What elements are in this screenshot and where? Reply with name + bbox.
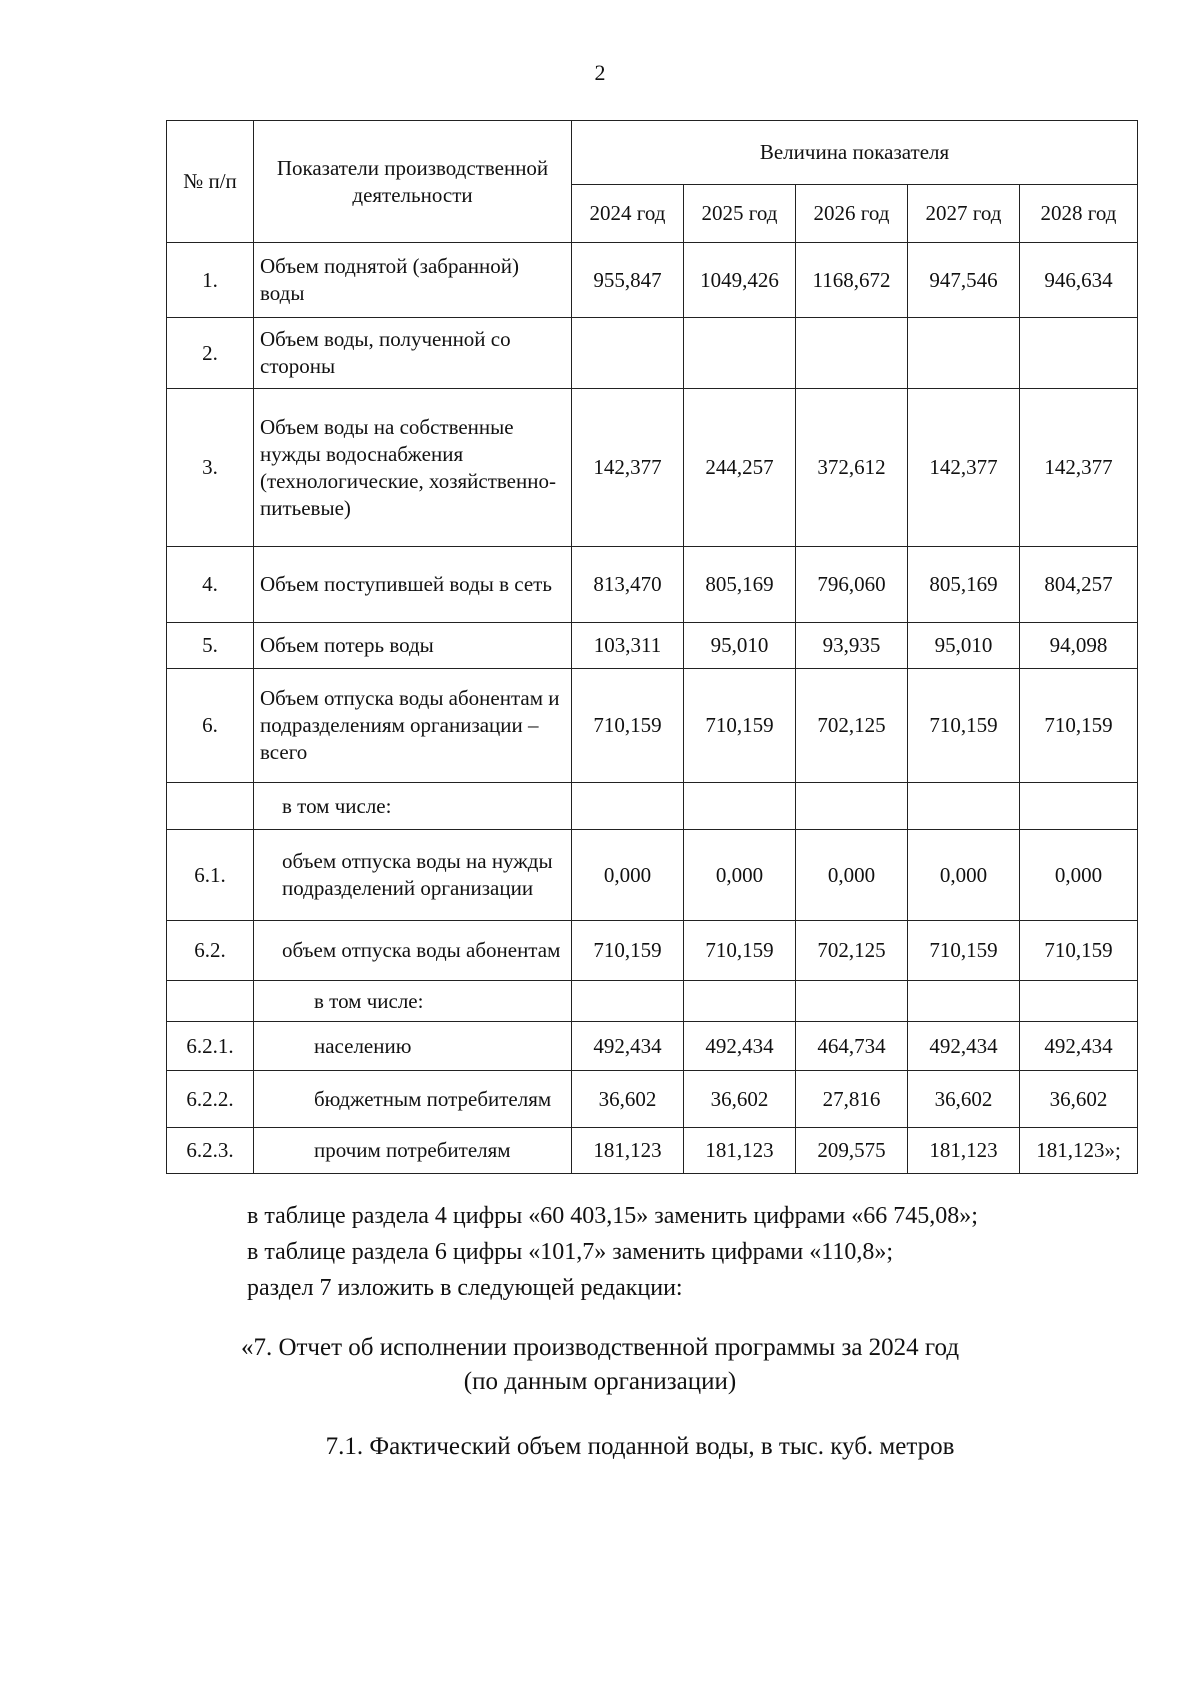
row-value-2027 (908, 981, 1020, 1022)
table-row (167, 389, 1138, 547)
row-value-2024: 142,377 (572, 389, 684, 547)
row-indicator: Объем поднятой (забранной) воды (254, 243, 572, 318)
row-value-2027: 181,123 (908, 1128, 1020, 1174)
row-value-2025 (684, 318, 796, 389)
header-year-2025: 2025 год (684, 185, 796, 243)
row-value-2027: 947,546 (908, 243, 1020, 318)
row-value-2027: 36,602 (908, 1071, 1020, 1128)
section-7-heading (0, 1331, 1200, 1399)
row-value-2027: 142,377 (908, 389, 1020, 547)
row-value-2026: 0,000 (796, 830, 908, 921)
row-number: 4. (167, 547, 254, 623)
row-value-2025: 710,159 (684, 921, 796, 981)
row-number: 2. (167, 318, 254, 389)
table-row (167, 981, 1138, 1022)
row-value-2025 (684, 783, 796, 830)
table-row (167, 1128, 1138, 1174)
row-value-2024: 955,847 (572, 243, 684, 318)
row-value-2024: 492,434 (572, 1022, 684, 1071)
row-value-2027: 492,434 (908, 1022, 1020, 1071)
row-value-2026: 1168,672 (796, 243, 908, 318)
row-value-2025: 1049,426 (684, 243, 796, 318)
row-value-2028: 946,634 (1020, 243, 1138, 318)
subsection-heading-text: 7.1. Фактический объем поданной воды, в тыс. куб. метров (325, 1433, 955, 1460)
row-value-2025: 805,169 (684, 547, 796, 623)
row-value-2026: 796,060 (796, 547, 908, 623)
row-number: 6.2. (167, 921, 254, 981)
row-number: 1. (167, 243, 254, 318)
row-value-2027: 0,000 (908, 830, 1020, 921)
row-value-2028: 0,000 (1020, 830, 1138, 921)
row-value-2025: 181,123 (684, 1128, 796, 1174)
table-row (167, 921, 1138, 981)
row-indicator: бюджетным потребителям (254, 1071, 572, 1128)
row-indicator: прочим потребителям (254, 1128, 572, 1174)
row-value-2025: 0,000 (684, 830, 796, 921)
row-value-2024: 710,159 (572, 669, 684, 783)
row-value-2026 (796, 981, 908, 1022)
row-value-2028: 710,159 (1020, 921, 1138, 981)
row-indicator: населению (254, 1022, 572, 1071)
row-value-2024 (572, 318, 684, 389)
table-row (167, 830, 1138, 921)
row-value-2024: 36,602 (572, 1071, 684, 1128)
production-indicators-table (166, 120, 1138, 1174)
header-number: № п/п (167, 121, 254, 243)
row-value-2026 (796, 318, 908, 389)
row-value-2025: 710,159 (684, 669, 796, 783)
amendment-line-section-7: раздел 7 изложить в следующей редакции: (247, 1275, 683, 1301)
row-value-2027 (908, 783, 1020, 830)
row-value-2027: 805,169 (908, 547, 1020, 623)
row-value-2026: 27,816 (796, 1071, 908, 1128)
table-row (167, 547, 1138, 623)
row-value-2026: 93,935 (796, 623, 908, 669)
row-number: 6.2.3. (167, 1128, 254, 1174)
row-value-2026: 464,734 (796, 1022, 908, 1071)
row-value-2024: 710,159 (572, 921, 684, 981)
row-value-2028: 804,257 (1020, 547, 1138, 623)
row-value-2026 (796, 783, 908, 830)
row-indicator: в том числе: (254, 783, 572, 830)
table-row (167, 318, 1138, 389)
page-number: 2 (594, 60, 606, 85)
row-number: 6.1. (167, 830, 254, 921)
row-value-2027: 710,159 (908, 921, 1020, 981)
row-number: 6. (167, 669, 254, 783)
table-row (167, 623, 1138, 669)
row-number: 6.2.1. (167, 1022, 254, 1071)
table-row (167, 669, 1138, 783)
row-value-2024 (572, 981, 684, 1022)
table-row (167, 1071, 1138, 1128)
row-value-2028: 94,098 (1020, 623, 1138, 669)
row-value-2024: 181,123 (572, 1128, 684, 1174)
row-value-2025: 36,602 (684, 1071, 796, 1128)
amendment-line-section-6: в таблице раздела 6 цифры «101,7» заменить цифрами «110,8»; (247, 1239, 894, 1265)
row-value-2028: 142,377 (1020, 389, 1138, 547)
row-value-2025: 492,434 (684, 1022, 796, 1071)
row-number: 3. (167, 389, 254, 547)
row-value-2026: 372,612 (796, 389, 908, 547)
table-row (167, 243, 1138, 318)
row-value-2028: 181,123»; (1020, 1128, 1138, 1174)
row-indicator: объем отпуска воды на нужды подразделений организации (254, 830, 572, 921)
row-indicator: Объем воды на собственные нужды водоснабжения (технологические, хозяйственно-питьевые) (254, 389, 572, 547)
row-value-2028: 492,434 (1020, 1022, 1138, 1071)
row-indicator: Объем потерь воды (254, 623, 572, 669)
row-value-2024: 103,311 (572, 623, 684, 669)
row-number (167, 981, 254, 1022)
row-value-2026: 209,575 (796, 1128, 908, 1174)
row-value-2028 (1020, 318, 1138, 389)
header-year-2028: 2028 год (1020, 185, 1138, 243)
row-value-2024: 813,470 (572, 547, 684, 623)
row-value-2028 (1020, 981, 1138, 1022)
header-year-2027: 2027 год (908, 185, 1020, 243)
row-indicator: Объем воды, полученной со стороны (254, 318, 572, 389)
section-heading-line-2: (по данным организации) (463, 1368, 737, 1395)
header-indicator: Показатели производственной деятельности (254, 121, 572, 243)
row-value-2024: 0,000 (572, 830, 684, 921)
table-row (167, 783, 1138, 830)
row-value-2024 (572, 783, 684, 830)
amendment-text (247, 1198, 978, 1306)
row-value-2027 (908, 318, 1020, 389)
row-value-2027: 95,010 (908, 623, 1020, 669)
row-indicator: в том числе: (254, 981, 572, 1022)
section-heading-line-1: «7. Отчет об исполнении производственной программы за 2024 год (240, 1334, 960, 1361)
row-number (167, 783, 254, 830)
row-value-2027: 710,159 (908, 669, 1020, 783)
header-year-2026: 2026 год (796, 185, 908, 243)
amendment-line-section-4: в таблице раздела 4 цифры «60 403,15» заменить цифрами «66 745,08»; (247, 1203, 978, 1229)
table-header-row (167, 121, 1138, 185)
table-row (167, 1022, 1138, 1071)
row-value-2026: 702,125 (796, 669, 908, 783)
header-value-group: Величина показателя (572, 121, 1138, 185)
row-value-2028: 710,159 (1020, 669, 1138, 783)
row-value-2026: 702,125 (796, 921, 908, 981)
row-value-2028: 36,602 (1020, 1071, 1138, 1128)
row-value-2025: 95,010 (684, 623, 796, 669)
row-value-2025 (684, 981, 796, 1022)
row-indicator: Объем поступившей воды в сеть (254, 547, 572, 623)
row-indicator: объем отпуска воды абонентам (254, 921, 572, 981)
row-value-2025: 244,257 (684, 389, 796, 547)
row-number: 5. (167, 623, 254, 669)
row-number: 6.2.2. (167, 1071, 254, 1128)
header-year-2024: 2024 год (572, 185, 684, 243)
row-value-2028 (1020, 783, 1138, 830)
subsection-7-1-heading (0, 1433, 1200, 1461)
row-indicator: Объем отпуска воды абонентам и подразделениям организации – всего (254, 669, 572, 783)
